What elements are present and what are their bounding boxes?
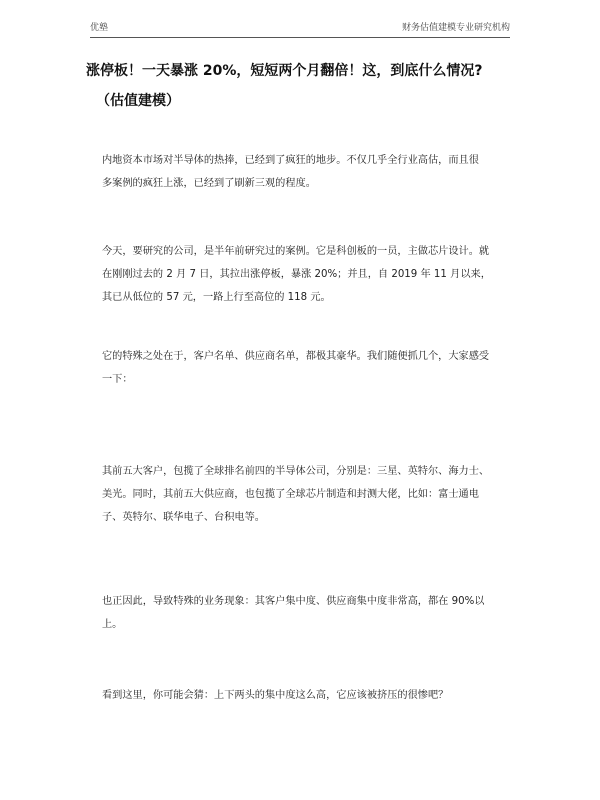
paragraph-line: 多案例的疯狂上涨，已经到了刷新三观的程度。	[102, 178, 316, 189]
header-left-text: 优塾	[90, 23, 109, 33]
paragraph-line: 美光。同时，其前五大供应商，也包揽了全球芯片制造和封测大佬，比如：富士通电	[102, 489, 479, 500]
paragraph-line: 其前五大客户，包揽了全球排名前四的半导体公司，分别是：三星、英特尔、海力士、	[102, 466, 490, 477]
paragraph-5	[102, 590, 516, 636]
paragraph-line: 上。	[102, 619, 123, 630]
paragraph-line: 其已从低位的 57 元，一路上行至高位的 118 元。	[102, 292, 331, 303]
title-line-1: 涨停板！一天暴涨 20%，短短两个月翻倍！这，到底什么情况?	[86, 63, 483, 79]
paragraph-line: 一下：	[102, 374, 133, 385]
title-line-2: （估值建模）	[96, 93, 180, 109]
page-header	[90, 20, 510, 32]
paragraph-6	[102, 684, 516, 707]
paragraph-1	[102, 149, 516, 195]
paragraph-line: 子、英特尔、联华电子、台积电等。	[102, 512, 265, 523]
paragraph-2	[102, 240, 516, 309]
header-divider	[90, 37, 510, 38]
article-title	[86, 56, 526, 116]
header-right-text: 财务估值建模专业研究机构	[401, 23, 510, 33]
paragraph-line: 在刚刚过去的 2 月 7 日，其拉出涨停板，暴涨 20%；并且，自 2019 年 11 月以来，	[102, 269, 491, 280]
paragraph-4	[102, 460, 516, 529]
paragraph-line: 今天，要研究的公司，是半年前研究过的案例。它是科创板的一员，主做芯片设计。就	[102, 246, 490, 257]
paragraph-line: 也正因此，导致特殊的业务现象：其客户集中度、供应商集中度非常高，都在 90%以	[102, 596, 485, 607]
paragraph-line: 内地资本市场对半导体的热捧，已经到了疯狂的地步。不仅几乎全行业高估，而且很	[102, 155, 479, 166]
paragraph-3	[102, 345, 516, 391]
paragraph-line: 它的特殊之处在于，客户名单、供应商名单，都极其豪华。我们随便抓几个，大家感受	[102, 351, 490, 362]
paragraph-line: 看到这里，你可能会猜：上下两头的集中度这么高，它应该被挤压的很惨吧？	[102, 690, 449, 701]
